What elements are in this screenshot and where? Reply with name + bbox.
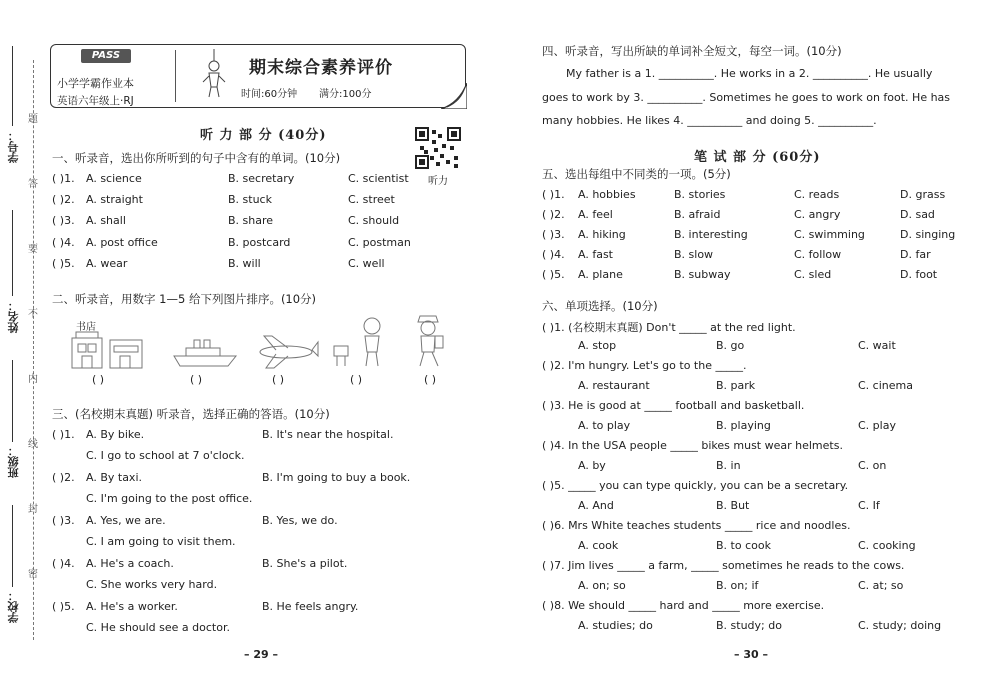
question-text: ( )6. Mrs White teaches students _____ rice and noodles.	[542, 519, 851, 532]
mascot-icon	[201, 49, 227, 101]
doctor-boy-icon	[332, 314, 392, 370]
bookstore-label: 书店	[76, 322, 96, 333]
option-c: C. If	[858, 499, 880, 512]
option-c: C. He should see a doctor.	[86, 621, 230, 634]
answer-blank[interactable]: ( )3.	[542, 228, 565, 241]
option-c: C. at; so	[858, 579, 904, 592]
option-b: B. Yes, we do.	[262, 514, 338, 527]
option-b: B. He feels angry.	[262, 600, 359, 613]
option-a: A. wear	[86, 257, 128, 270]
option-b: B. stories	[674, 188, 726, 201]
answer-blank[interactable]: ( )4.	[52, 557, 75, 570]
part6-heading: 六、单项选择。(10分)	[542, 299, 658, 313]
option-a: A. fast	[578, 248, 613, 261]
option-a: A. science	[86, 172, 142, 185]
question-text: ( )3. He is good at _____ football and basketball.	[542, 399, 805, 412]
page-number-left: – 29 –	[244, 648, 278, 661]
cut-line-char: 要	[28, 244, 38, 255]
option-a: A. hobbies	[578, 188, 636, 201]
option-c: C. should	[348, 214, 400, 227]
answer-blank[interactable]: ( )3.	[52, 514, 75, 527]
option-d: D. sad	[900, 208, 935, 221]
name-line	[12, 210, 13, 296]
writing-section-title: 笔 试 部 分 (60分)	[694, 150, 821, 165]
option-c: C. play	[858, 419, 896, 432]
school-line	[12, 505, 13, 587]
part1-heading: 一、听录音，选出你所听到的句子中含有的单词。(10分)	[52, 151, 341, 165]
cut-line-char: 答	[28, 179, 38, 190]
option-a: A. feel	[578, 208, 613, 221]
student-id-line	[12, 46, 13, 126]
question-text: ( )5. _____ you can type quickly, you can be a secretary.	[542, 479, 849, 492]
part2-heading: 二、听录音，用数字 1—5 给下列图片排序。(10分)	[52, 292, 317, 306]
option-a: A. studies; do	[578, 619, 653, 632]
class-line	[12, 360, 13, 442]
option-a: A. restaurant	[578, 379, 650, 392]
question-text: ( )2. I'm hungry. Let's go to the _____.	[542, 359, 747, 372]
option-b: B. playing	[716, 419, 771, 432]
option-c: C. reads	[794, 188, 840, 201]
cut-line-char: 密	[28, 569, 38, 580]
option-a: A. post office	[86, 236, 158, 249]
picture-blank[interactable]: ( )	[92, 373, 105, 386]
exam-time: 时间:60分钟	[241, 89, 298, 100]
option-b: B. It's near the hospital.	[262, 428, 394, 441]
answer-blank[interactable]: ( )2.	[52, 471, 75, 484]
option-a: A. straight	[86, 193, 143, 206]
option-b: B. stuck	[228, 193, 272, 206]
option-a: A. to play	[578, 419, 631, 432]
option-a: A. by	[578, 459, 606, 472]
picture-blank[interactable]: ( )	[350, 373, 363, 386]
qr-caption: 听力	[428, 176, 448, 187]
binding-margin	[0, 0, 48, 688]
option-b: B. park	[716, 379, 756, 392]
page-number-right: – 30 –	[734, 648, 768, 661]
header-divider	[175, 50, 176, 102]
passage-line: many hobbies. He likes 4. __________ and doing 5. __________.	[542, 114, 877, 127]
option-c: C. postman	[348, 236, 411, 249]
option-b: B. study; do	[716, 619, 782, 632]
picture-blank[interactable]: ( )	[272, 373, 285, 386]
cut-line-char: 线	[28, 439, 38, 450]
option-c: C. angry	[794, 208, 841, 221]
cut-line-char: 封	[28, 504, 38, 515]
qr-code-icon[interactable]	[414, 126, 462, 170]
option-c: C. I go to school at 7 o'clock.	[86, 449, 245, 462]
bookstore-icon	[70, 330, 150, 370]
option-c: C. street	[348, 193, 395, 206]
part4-heading: 四、听录音，写出所缺的单词补全短文，每空一词。(10分)	[542, 44, 842, 58]
option-c: C. I'm going to the post office.	[86, 492, 253, 505]
option-a: A. stop	[578, 339, 617, 352]
answer-blank[interactable]: ( )4.	[52, 236, 75, 249]
answer-blank[interactable]: ( )5.	[542, 268, 565, 281]
part3-heading: 三、(名校期末真题) 听录音，选择正确的答语。(10分)	[52, 407, 330, 421]
option-a: A. Yes, we are.	[86, 514, 166, 527]
passage-line: goes to work by 3. __________. Sometimes he goes to work on foot. He has	[542, 91, 951, 104]
picture-blank[interactable]: ( )	[190, 373, 203, 386]
option-b: B. subway	[674, 268, 731, 281]
option-b: B. I'm going to buy a book.	[262, 471, 411, 484]
cut-line-char: 题	[28, 114, 38, 125]
option-d: D. far	[900, 248, 931, 261]
plane-icon	[252, 332, 322, 372]
page-curl-icon	[441, 83, 467, 109]
option-b: B. But	[716, 499, 750, 512]
option-d: D. grass	[900, 188, 946, 201]
option-b: B. interesting	[674, 228, 748, 241]
option-a: A. By taxi.	[86, 471, 142, 484]
question-text: ( )7. Jim lives _____ a farm, _____ sometimes he reads to the cows.	[542, 559, 905, 572]
picture-blank[interactable]: ( )	[424, 373, 437, 386]
answer-blank[interactable]: ( )5.	[52, 257, 75, 270]
part5-heading: 五、选出每组中不同类的一项。(5分)	[542, 167, 731, 181]
question-text: ( )8. We should _____ hard and _____ more exercise.	[542, 599, 825, 612]
option-c: C. wait	[858, 339, 896, 352]
option-a: A. By bike.	[86, 428, 145, 441]
option-c: C. I am going to visit them.	[86, 535, 236, 548]
option-a: A. He's a worker.	[86, 600, 178, 613]
question-text: ( )4. In the USA people _____ bikes must wear helmets.	[542, 439, 843, 452]
option-a: A. cook	[578, 539, 619, 552]
answer-blank[interactable]: ( )1.	[52, 172, 75, 185]
option-b: B. share	[228, 214, 274, 227]
option-b: B. secretary	[228, 172, 295, 185]
option-c: C. well	[348, 257, 385, 270]
option-a: A. And	[578, 499, 614, 512]
answer-blank[interactable]: ( )4.	[542, 248, 565, 261]
option-c: C. She works very hard.	[86, 578, 218, 591]
option-c: C. swimming	[794, 228, 865, 241]
brand-name: 小学学霸作业本	[57, 77, 134, 90]
ship-icon	[172, 336, 238, 368]
option-a: A. He's a coach.	[86, 557, 174, 570]
pass-logo: PASS	[81, 49, 131, 63]
option-b: B. in	[716, 459, 741, 472]
hiking-boy-icon	[408, 312, 448, 370]
option-b: B. will	[228, 257, 261, 270]
question-text: ( )1. (名校期末真题) Don't _____ at the red light.	[542, 321, 796, 334]
option-b: B. postcard	[228, 236, 291, 249]
option-c: C. cooking	[858, 539, 916, 552]
exam-title: 期末综合素养评价	[249, 58, 393, 78]
option-d: D. foot	[900, 268, 938, 281]
option-c: C. follow	[794, 248, 842, 261]
option-a: A. hiking	[578, 228, 626, 241]
option-b: B. go	[716, 339, 745, 352]
grade-label: 英语六年级上·RJ	[57, 95, 134, 107]
cut-line	[33, 60, 34, 640]
name-label: 姓名：	[7, 300, 20, 333]
cut-line-char: 内	[28, 374, 38, 385]
answer-blank[interactable]: ( )2.	[542, 208, 565, 221]
option-c: C. sled	[794, 268, 832, 281]
option-a: A. shall	[86, 214, 126, 227]
cut-line-char: 不	[28, 309, 38, 320]
option-c: C. on	[858, 459, 887, 472]
option-c: C. study; doing	[858, 619, 942, 632]
option-a: A. on; so	[578, 579, 626, 592]
option-b: B. She's a pilot.	[262, 557, 348, 570]
option-b: B. afraid	[674, 208, 721, 221]
answer-blank[interactable]: ( )1.	[542, 188, 565, 201]
exam-score: 满分:100分	[319, 89, 372, 100]
student-id-label: 学号：	[7, 130, 20, 163]
class-label: 班级：	[7, 445, 20, 478]
exam-header	[50, 44, 466, 108]
answer-blank[interactable]: ( )2.	[52, 193, 75, 206]
school-label: 学校：	[7, 590, 20, 623]
passage-line: My father is a 1. __________. He works in a 2. __________. He usually	[566, 67, 933, 80]
answer-blank[interactable]: ( )1.	[52, 428, 75, 441]
option-b: B. slow	[674, 248, 714, 261]
answer-blank[interactable]: ( )5.	[52, 600, 75, 613]
option-a: A. plane	[578, 268, 623, 281]
option-c: C. scientist	[348, 172, 409, 185]
option-b: B. on; if	[716, 579, 759, 592]
option-c: C. cinema	[858, 379, 913, 392]
option-d: D. singing	[900, 228, 956, 241]
answer-blank[interactable]: ( )3.	[52, 214, 75, 227]
listening-section-title: 听 力 部 分 (40分)	[200, 128, 327, 143]
option-b: B. to cook	[716, 539, 771, 552]
